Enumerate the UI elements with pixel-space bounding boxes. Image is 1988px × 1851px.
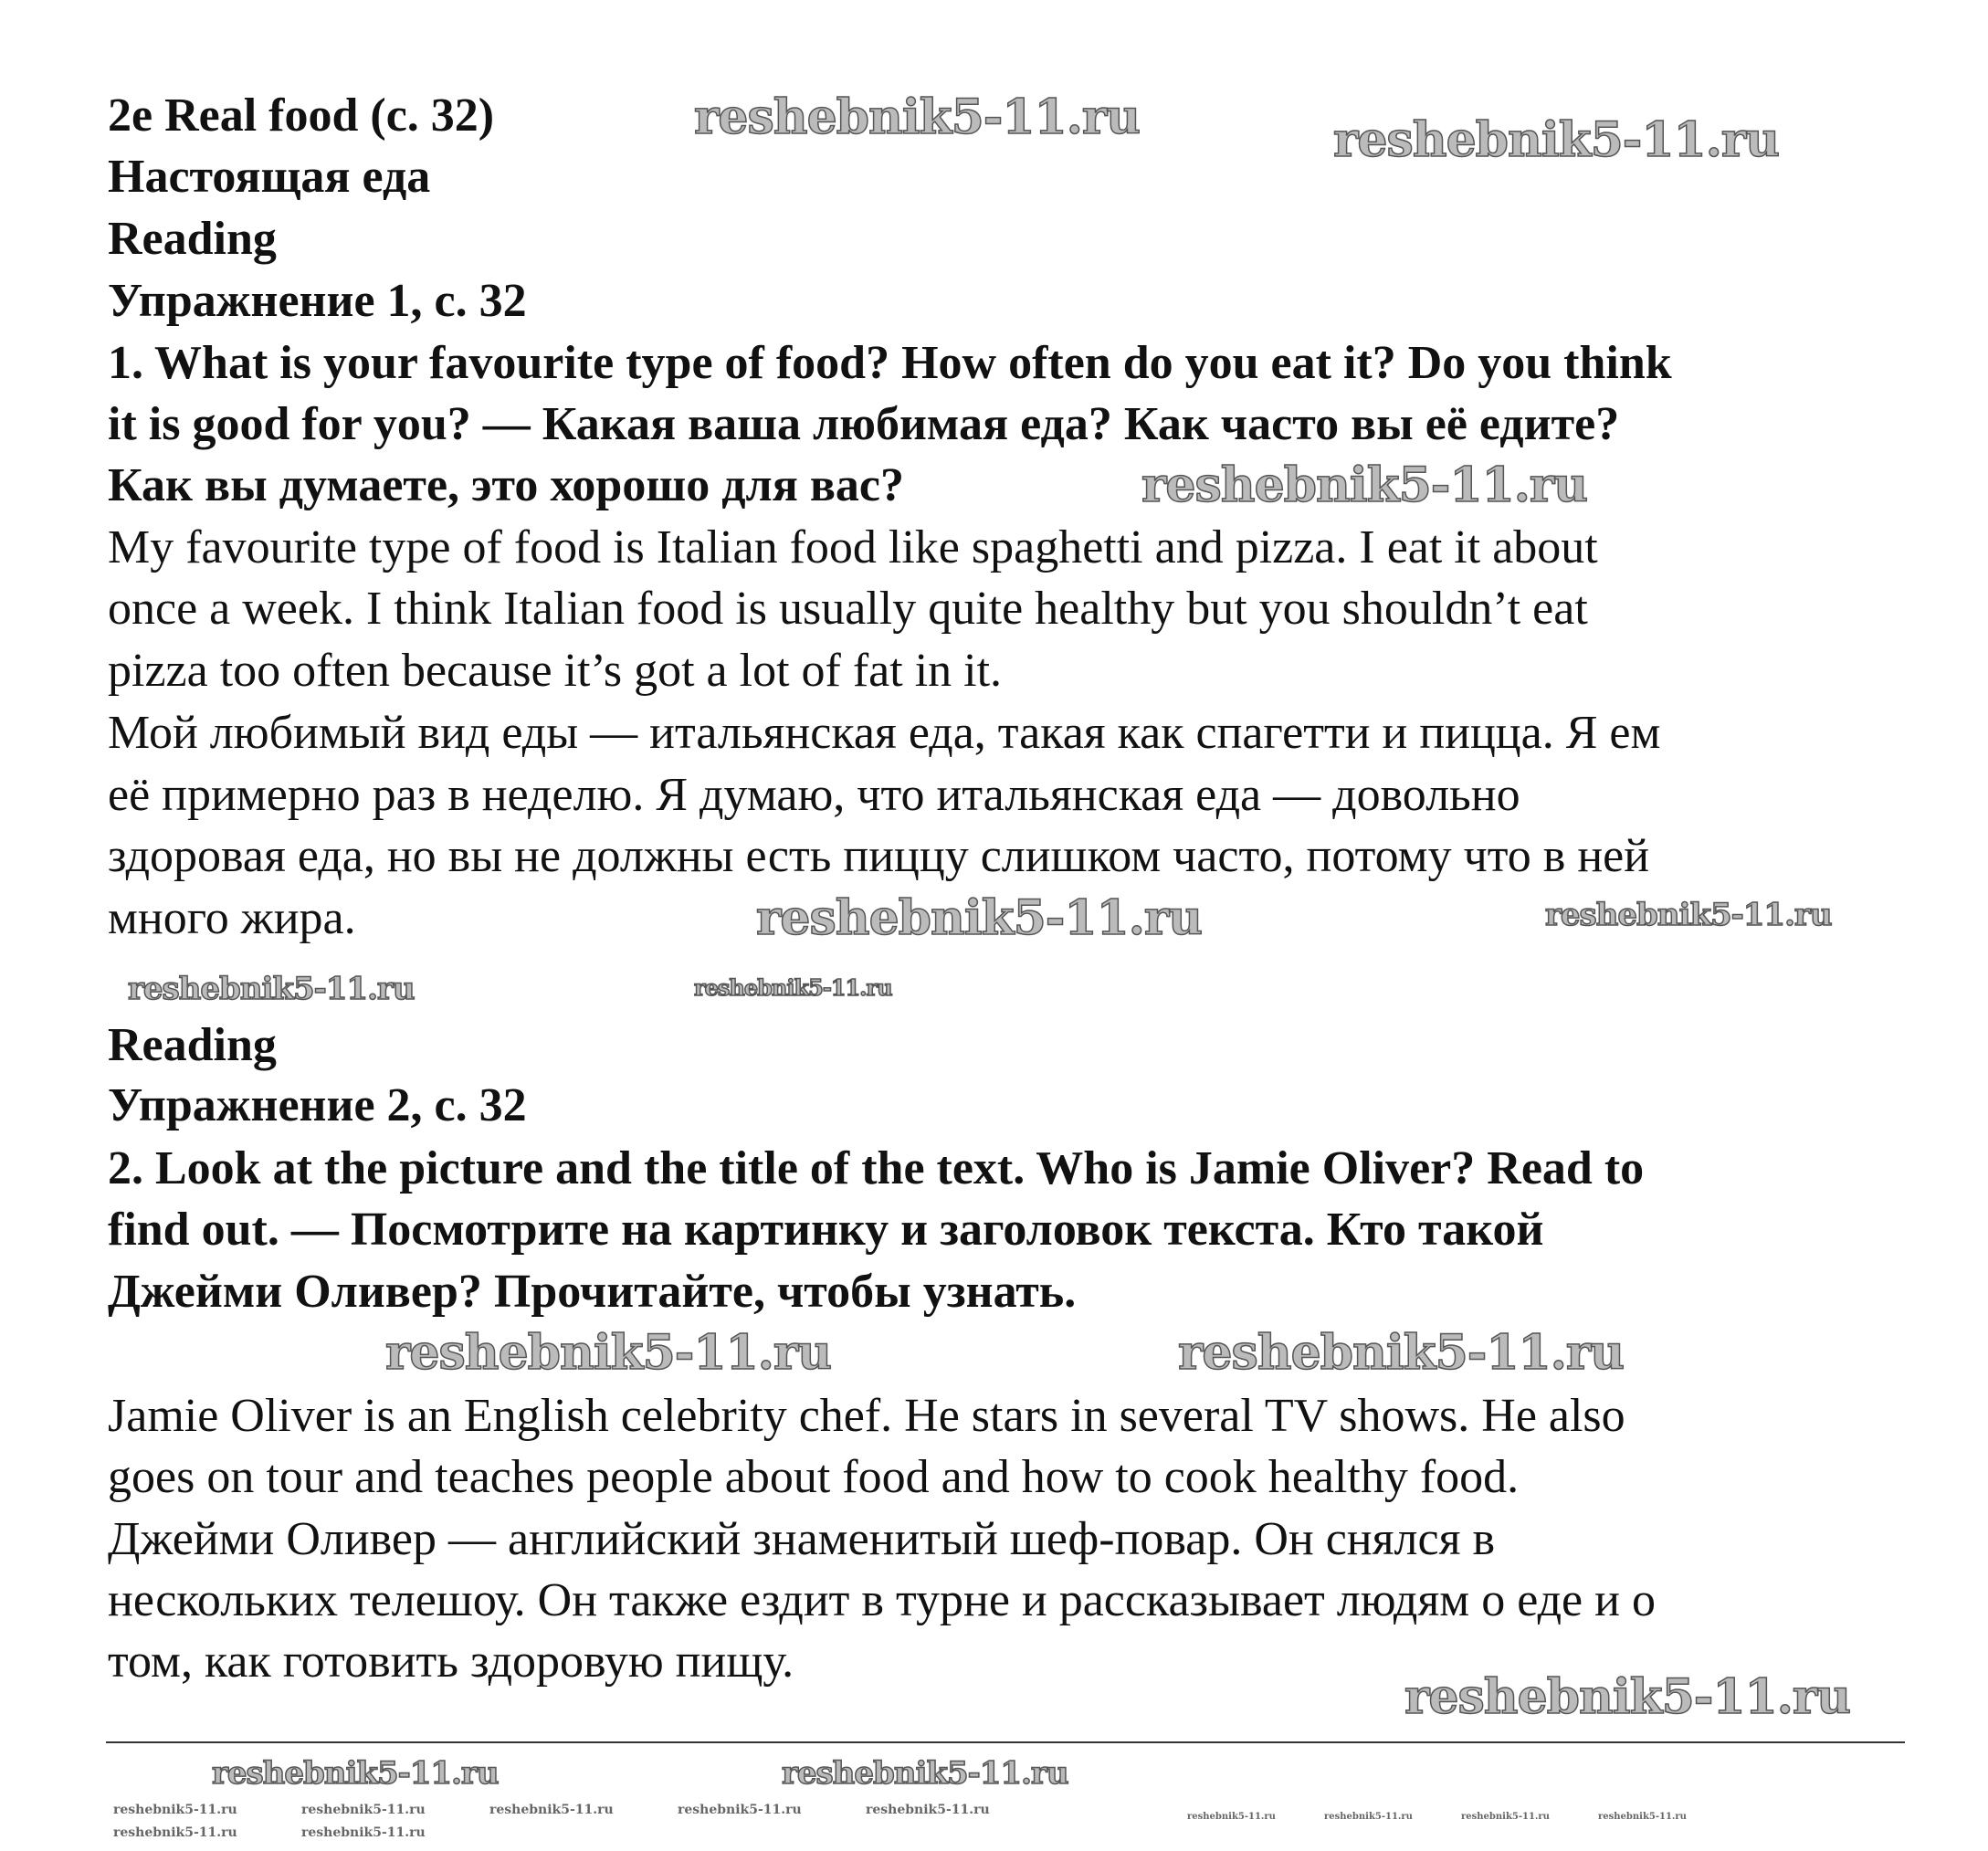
watermark: reshebnik5-11.ru [782,1755,1068,1792]
translation-line: здоровая еда, но вы не должны есть пиццу слишком часто, потому что в ней [108,830,1650,882]
watermark: reshebnik5-11.ru [1404,1669,1851,1725]
page-title: 2e Real food (с. 32) [108,89,495,142]
watermark: reshebnik5-11.ru [1324,1812,1413,1822]
watermark: reshebnik5-11.ru [301,1803,426,1817]
watermark: reshebnik5-11.ru [385,1325,832,1381]
page-subtitle: Настоящая еда [108,151,431,203]
section-heading: Reading [108,1019,277,1071]
watermark: reshebnik5-11.ru [489,1803,614,1817]
question-line: 2. Look at the picture and the title of the text. Who is Jamie Oliver? Read to [108,1142,1645,1194]
watermark: reshebnik5-11.ru [113,1825,237,1840]
translation-line: много жира. [108,892,356,944]
watermark: reshebnik5-11.ru [113,1803,237,1817]
watermark: reshebnik5-11.ru [1545,897,1832,933]
watermark: reshebnik5-11.ru [128,971,415,1007]
watermark: reshebnik5-11.ru [694,89,1141,145]
question-line: find out. — Посмотрите на картинку и заголовок текста. Кто такой [108,1204,1544,1256]
translation-line: её примерно раз в неделю. Я думаю, что итальянская еда — довольно [108,769,1520,821]
watermark: reshebnik5-11.ru [694,974,892,1001]
watermark: reshebnik5-11.ru [1461,1812,1550,1822]
answer-line: once a week. I think Italian food is usually quite healthy but you shouldn’t eat [108,583,1588,635]
watermark: reshebnik5-11.ru [866,1803,990,1817]
answer-line: goes on tour and teaches people about food and how to cook healthy food. [108,1451,1520,1503]
answer-line: My favourite type of food is Italian food like spaghetti and pizza. I eat it about [108,521,1598,573]
watermark: reshebnik5-11.ru [1178,1325,1625,1381]
translation-line: Мой любимый вид еды — итальянская еда, такая как спагетти и пицца. Я ем [108,707,1661,759]
question-line: 1. What is your favourite type of food? How often do you eat it? Do you think [108,337,1672,389]
watermark: reshebnik5-11.ru [1598,1812,1687,1822]
watermark: reshebnik5-11.ru [1187,1812,1276,1822]
section-heading: Reading [108,213,277,265]
question-line: Джейми Оливер? Прочитайте, чтобы узнать. [108,1266,1077,1318]
answer-line: pizza too often because it’s got a lot of fat in it. [108,645,1003,697]
translation-line: том, как готовить здоровую пищу. [108,1635,794,1688]
watermark: reshebnik5-11.ru [212,1755,499,1792]
watermark: reshebnik5-11.ru [301,1825,426,1840]
watermark: reshebnik5-11.ru [1141,457,1588,513]
watermark: reshebnik5-11.ru [678,1803,802,1817]
watermark: reshebnik5-11.ru [756,890,1203,946]
translation-line: нескольких телешоу. Он также ездит в турне и рассказывает людям о еде и о [108,1574,1656,1626]
question-line: it is good for you? — Какая ваша любимая еда? Как часто вы её едите? [108,398,1620,450]
divider [106,1741,1905,1743]
watermark: reshebnik5-11.ru [1333,112,1780,168]
translation-line: Джейми Оливер — английский знаменитый шеф-повар. Он снялся в [108,1513,1496,1565]
exercise-title: Упражнение 2, с. 32 [108,1079,527,1131]
answer-line: Jamie Oliver is an English celebrity chef. He stars in several TV shows. He also [108,1390,1625,1442]
exercise-title: Упражнение 1, с. 32 [108,275,527,327]
question-line: Как вы думаете, это хорошо для вас? [108,459,904,511]
